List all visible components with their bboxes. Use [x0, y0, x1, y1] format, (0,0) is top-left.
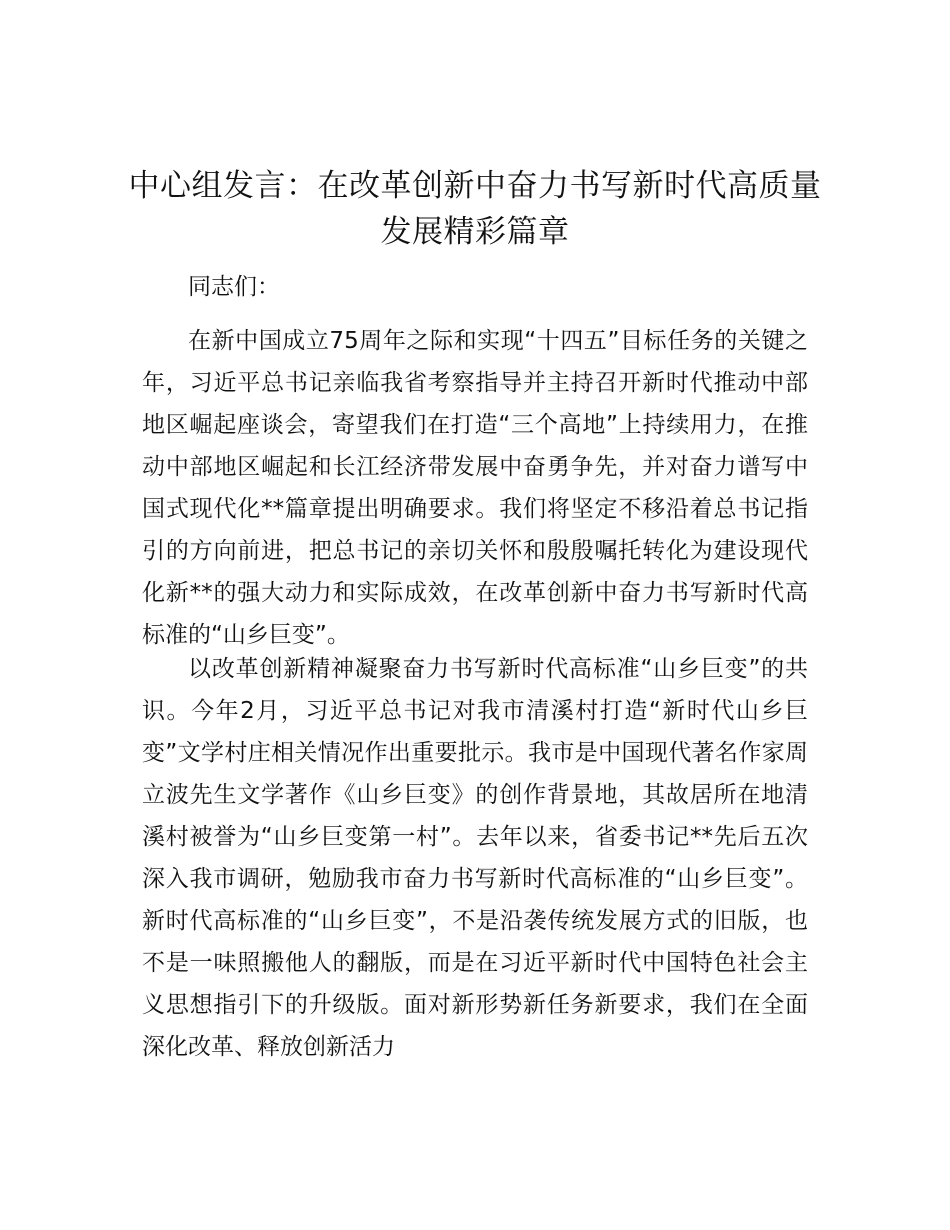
paragraph-1: 在新中国成立75周年之际和实现“十四五”目标任务的关键之年，习近平总书记亲临我省考察指导并主持召开新时代推动中部地区崛起座谈会，寄望我们在打造“三个高地”上持续用力，在推动中部地区崛起和长江经济带发展中奋勇争先，并对奋力谱写中国式现代化**篇章提出明确要求。我们将坚定不移沿着总书记指引的方向前进，把总书记的亲切关怀和殷殷嘱托转化为建设现代化新**的强大动力和实际成效，在改革创新中奋力书写新时代高标准的“山乡巨变”。 [142, 328, 808, 648]
paragraph-2: 以改革创新精神凝聚奋力书写新时代高标准“山乡巨变”的共识。今年2月，习近平总书记对我市清溪村打造“新时代山乡巨变”文学村庄相关情况作出重要批示。我市是中国现代著名作家周立波先生文学著作《山乡巨变》的创作背景地，其故居所在地清溪村被誉为“山乡巨变第一村”。去年以来，省委书记**先后五次深入我市调研，勉励我市奋力书写新时代高标准的“山乡巨变”。新时代高标准的“山乡巨变”，不是沿袭传统发展方式的旧版，也不是一味照搬他人的翻版，而是在习近平新时代中国特色社会主义思想指引下的升级版。面对新形势新任务新要求，我们在全面深化改革、释放创新活力 [142, 656, 808, 1060]
greeting: 同志们： [188, 274, 280, 300]
document-title: 中心组发言：在改革创新中奋力书写新时代高质量发展精彩篇章 [128, 168, 822, 250]
